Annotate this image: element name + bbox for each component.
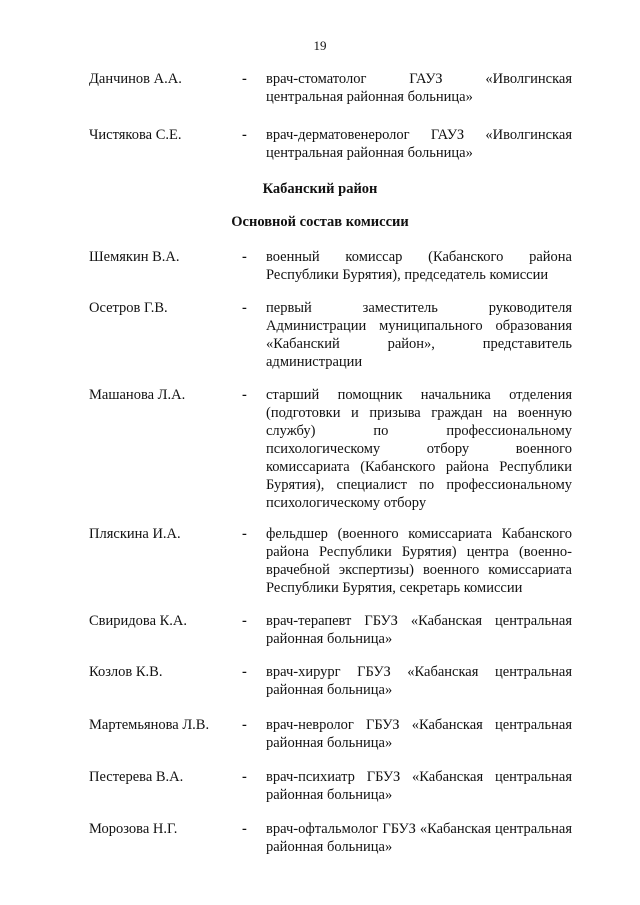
dash-separator: - bbox=[242, 613, 247, 629]
member-name: Осетров Г.В. bbox=[89, 300, 168, 316]
list-item bbox=[89, 525, 573, 615]
page-number: 19 bbox=[313, 38, 327, 53]
member-name: Пляскина И.А. bbox=[89, 526, 181, 542]
list-item bbox=[89, 299, 573, 389]
member-name: Машанова Л.А. bbox=[89, 387, 186, 403]
member-role: врач-стоматолог ГАУЗ «Иволгинская центральная районная больница» bbox=[266, 71, 572, 105]
member-name: Свиридова К.А. bbox=[89, 613, 188, 629]
dash-separator: - bbox=[242, 717, 247, 733]
dash-separator: - bbox=[242, 664, 247, 680]
member-role: военный комиссар (Кабанского района Республики Бурятия), председатель комиссии bbox=[266, 249, 572, 283]
member-name: Шемякин В.А. bbox=[89, 249, 180, 265]
list-item bbox=[89, 126, 573, 216]
dash-separator: - bbox=[242, 300, 247, 316]
member-role: врач-офтальмолог ГБУЗ «Кабанская центральная районная больница» bbox=[266, 821, 572, 855]
dash-separator: - bbox=[242, 71, 247, 87]
district-heading: Кабанский район bbox=[262, 181, 378, 197]
member-name: Мартемьянова Л.В. bbox=[89, 717, 210, 733]
member-role: фельдшер (военного комиссариата Кабанского района Республики Бурятия) центра (военно-врачебной экспертизы) военного комиссариата Республики Бурятия, секретарь комиссии bbox=[266, 526, 572, 596]
member-name: Морозова Н.Г. bbox=[89, 821, 178, 837]
member-role: первый заместитель руководителя Администрации муниципального образования «Кабанский район», представитель администрации bbox=[266, 300, 572, 370]
member-role: врач-хирург ГБУЗ «Кабанская центральная районная больница» bbox=[266, 664, 572, 698]
member-name: Чистякова С.Е. bbox=[89, 127, 182, 143]
member-role: врач-дерматовенеролог ГАУЗ «Иволгинская центральная районная больница» bbox=[266, 127, 572, 161]
list-item bbox=[89, 820, 573, 870]
member-name: Данчинов А.А. bbox=[89, 71, 182, 87]
dash-separator: - bbox=[242, 249, 247, 265]
dash-separator: - bbox=[242, 526, 247, 542]
section-heading: Основной состав комиссии bbox=[231, 214, 409, 230]
dash-separator: - bbox=[242, 821, 247, 837]
dash-separator: - bbox=[242, 387, 247, 403]
dash-separator: - bbox=[242, 769, 247, 785]
list-item bbox=[89, 386, 573, 511]
member-role: старший помощник начальника отделения (подготовки и призыва граждан на военную службу) по профессиональному психологическому отбору военного комиссариата (Кабанского района Республики Бурятия), специалист по профессиональному психологическому отбору bbox=[266, 387, 572, 511]
member-role: врач-психиатр ГБУЗ «Кабанская центральная районная больница» bbox=[266, 769, 572, 803]
member-role: врач-терапевт ГБУЗ «Кабанская центральная районная больница» bbox=[266, 613, 572, 647]
member-name: Козлов К.В. bbox=[89, 664, 163, 680]
member-role: врач-невролог ГБУЗ «Кабанская центральная районная больница» bbox=[266, 717, 572, 751]
dash-separator: - bbox=[242, 127, 247, 143]
member-name: Пестерева В.А. bbox=[89, 769, 184, 785]
